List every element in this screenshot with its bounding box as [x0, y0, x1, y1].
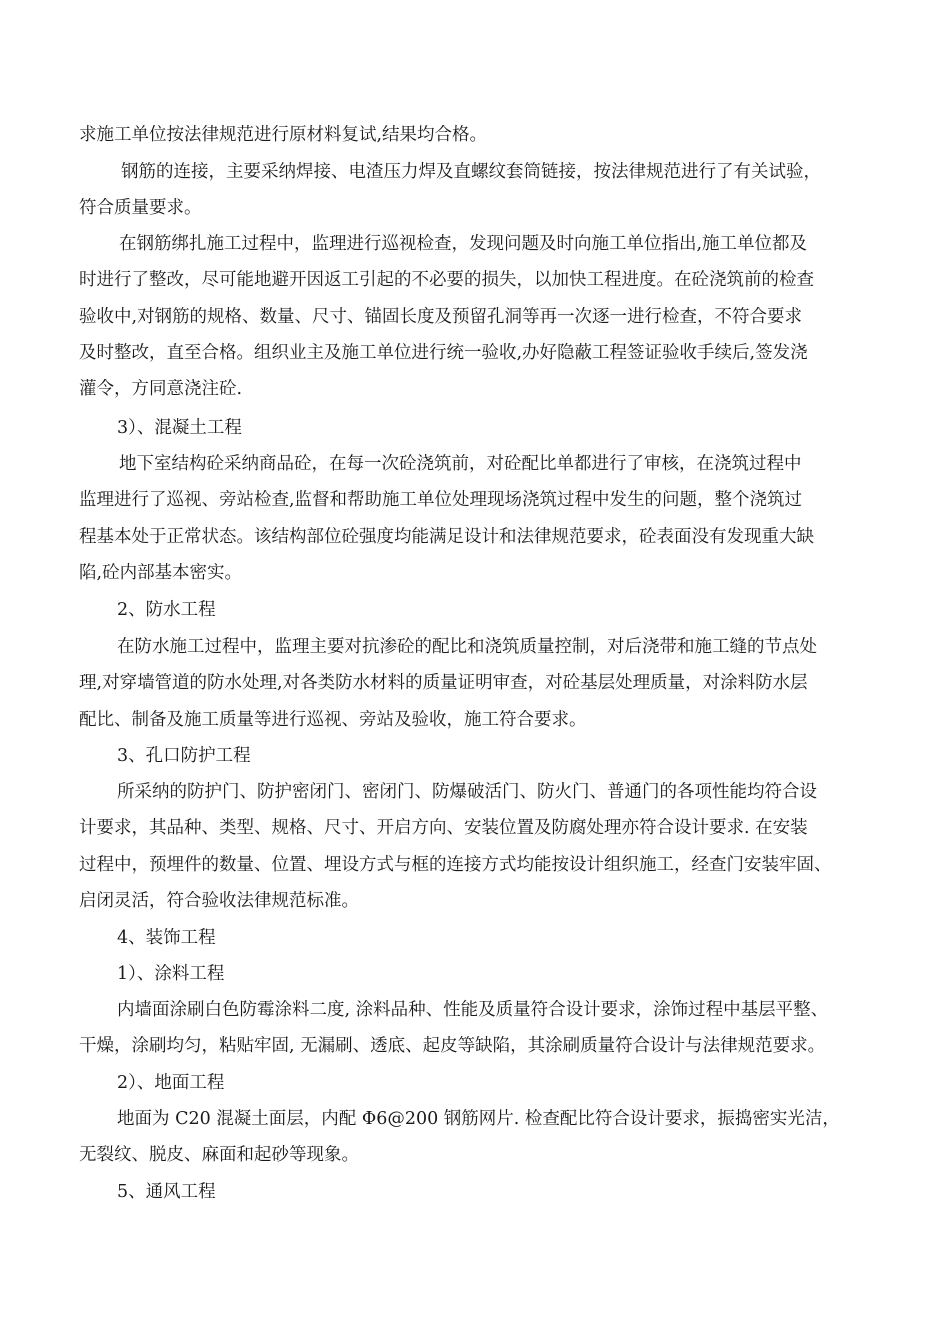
text-line: 理,对穿墙管道的防水处理,对各类防水材料的质量证明审查，对砼基层处理质量，对涂料防水层	[79, 673, 808, 694]
text-line: 在钢筋绑扎施工过程中，监理进行巡视检查，发现问题及时向施工单位指出,施工单位都及	[119, 234, 808, 254]
text-line: 地面为 C20 混凝土面层，内配 Φ6@200 钢筋网片. 检查配比符合设计要求，振捣密实光洁，	[117, 1109, 840, 1129]
section-heading: 3、孔口防护工程	[117, 746, 251, 766]
text-line: 符合质量要求。	[79, 198, 202, 219]
text-line: 在防水施工过程中，监理主要对抗渗砼的配比和浇筑质量控制，对后浇带和施工缝的节点处	[117, 637, 817, 657]
section-heading: 4、装饰工程	[117, 928, 216, 948]
text-line: 启闭灵活，符合验收法律规范标准。	[79, 890, 359, 911]
text-line: 配比、制备及施工质量等进行巡视、旁站及验收，施工符合要求。	[79, 709, 587, 730]
paragraph	[79, 117, 889, 153]
section-heading: 3）、混凝土工程	[117, 418, 242, 438]
text-line: 无裂纹、脱皮、麻面和起砂等现象。	[79, 1145, 359, 1166]
text-line: 验收中,对钢筋的规格、数量、尺寸、锚固长度及预留孔洞等再一次逐一进行检查，不符合要求	[79, 306, 803, 327]
text-line: 时进行了整改，尽可能地避开因返工引起的不必要的损失，以加快工程进度。在砼浇筑前的检查	[79, 270, 814, 291]
text-line: 程基本处于正常状态。该结构部位砼强度均能满足设计和法律规范要求，砼表面没有发现重大缺	[79, 526, 814, 547]
text-line: 钢筋的连接，主要采纳焊接、电渣压力焊及直螺纹套筒链接，按法律规范进行了有关试验，	[121, 162, 821, 182]
text-line: 陷,砼内部基本密实。	[79, 562, 243, 583]
text-line: 求施工单位按法律规范进行原材料复试,结果均合格。	[79, 125, 488, 145]
paragraph	[79, 629, 889, 738]
paragraph	[79, 992, 889, 1065]
paragraph	[79, 154, 889, 227]
section-heading: 2、防水工程	[117, 600, 216, 620]
paragraph	[79, 446, 889, 591]
paragraph	[79, 226, 889, 407]
text-line: 内墙面涂刷白色防霉涂料二度, 涂料品种、性能及质量符合设计要求，涂饰过程中基层平整、	[117, 1000, 829, 1020]
text-line: 过程中，预埋件的数量、位置、埋设方式与框的连接方式均能按设计组织施工，经查门安装牢固、	[79, 854, 832, 875]
paragraph	[79, 774, 889, 919]
text-line: 监理进行了巡视、旁站检查,监督和帮助施工单位处理现场浇筑过程中发生的问题，整个浇筑过	[79, 490, 803, 511]
text-line: 计要求，其品种、类型、规格、尺寸、开启方向、安装位置及防腐处理亦符合设计要求. 在安装	[79, 818, 808, 839]
section-heading: 5、通风工程	[117, 1182, 216, 1202]
text-line: 灌令，方同意浇注砼.	[79, 379, 243, 400]
text-line: 所采纳的防护门、防护密闭门、密闭门、防爆破活门、防火门、普通门的各项性能均符合设	[117, 782, 817, 802]
text-line: 干燥，涂刷均匀，粘贴牢固, 无漏刷、透底、起皮等缺陷，其涂刷质量符合设计与法律规范要求。	[79, 1036, 826, 1057]
text-line: 地下室结构砼采纳商品砼，在每一次砼浇筑前，对砼配比单都进行了审核，在浇筑过程中	[119, 454, 802, 474]
text-line: 及时整改，直至合格。组织业主及施工单位进行统一验收,办好隐蔽工程签证验收手续后,签发浇	[79, 342, 808, 363]
paragraph	[79, 1101, 889, 1174]
section-heading: 1）、涂料工程	[117, 964, 225, 984]
section-heading: 2）、地面工程	[117, 1073, 225, 1093]
